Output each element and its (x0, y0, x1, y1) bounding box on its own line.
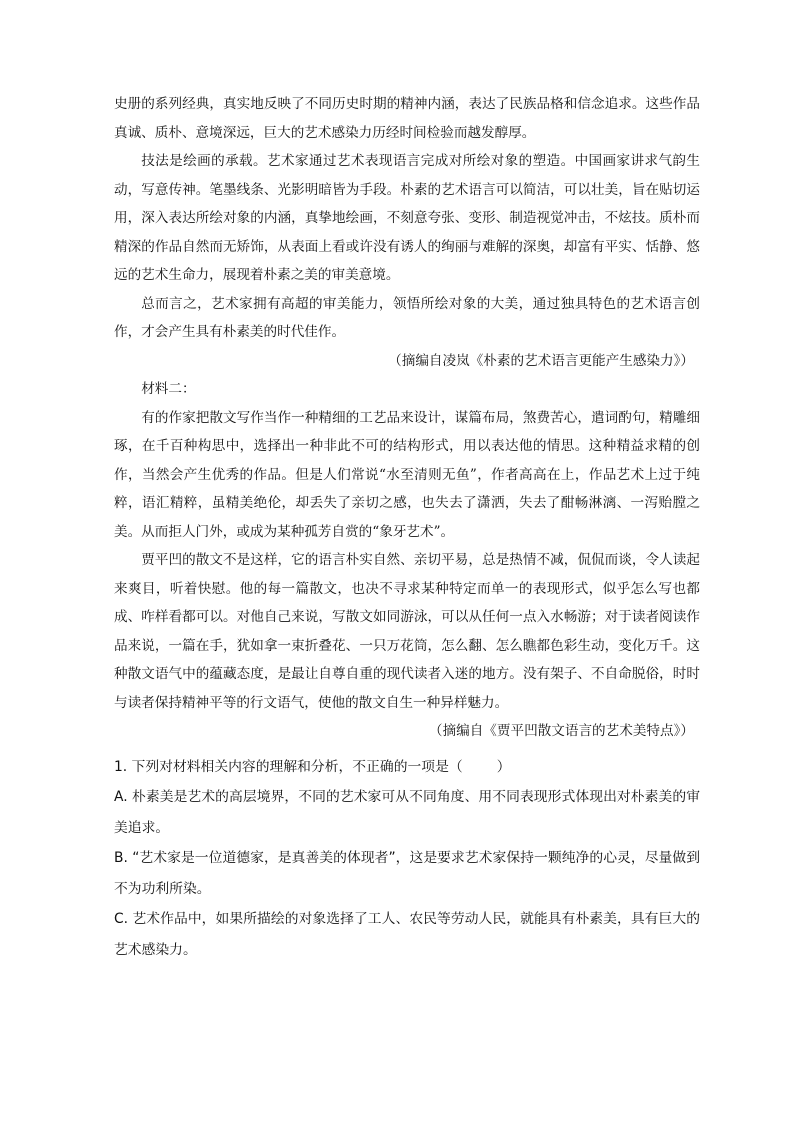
material-one-paragraph-1: 史册的系列经典，真实地反映了不同历史时期的精神内涵，表达了民族品格和信念追求。这些作品真诚、质朴、意境深远，巨大的艺术感染力历经时间检验而越发醇厚。 (114, 96, 700, 141)
material-one-source: （摘编自凌岚《朴素的艺术语言更能产生感染力》） (388, 352, 694, 369)
material-two-paragraph-1: 有的作家把散文写作当作一种精细的工艺品来设计，谋篇布局，煞费苦心，遣词酌句，精雕细琢，在千百种构思中，选择出一种非此不可的结构形式，用以表达他的情思。这种精益求精的创作，当然会产生优秀的作品。但是人们常说“水至清则无鱼”，作者高高在上，作品艺术上过于纯粹，语汇精粹，虽精美绝伦，却丢失了亲切之感，也失去了潇洒，失去了酣畅淋漓、一泻贻膛之美。从而拒人门外，或成为某种孤芳自赏的“象牙艺术”。 (114, 409, 700, 540)
question-stem-close: ） (496, 758, 511, 775)
question-block (114, 752, 700, 966)
material-one (114, 90, 700, 375)
question-stem (114, 752, 700, 783)
option-c: C. 艺术作品中，如果所描绘的对象选择了工人、农民等劳动人民，就能具有朴素美，具有巨大的艺术感染力。 (114, 911, 700, 958)
question-stem-text: 1. 下列对材料相关内容的理解和分析，不正确的一项是（ (114, 758, 463, 775)
material-two (114, 375, 700, 746)
option-b: B. “艺术家是一位道德家，是真善美的体现者”，这是要求艺术家保持一颗纯净的心灵，尽量做到不为功利所染。 (114, 850, 700, 897)
material-one-paragraph-2: 技法是绘画的承载。艺术家通过艺术表现语言完成对所绘对象的塑造。中国画家讲求气韵生动，写意传神。笔墨线条、光影明暗皆为手段。朴素的艺术语言可以简洁，可以壮美，旨在贴切运用，深入表达所绘对象的内涵，真挚地绘画，不刻意夸张、变形、制造视觉冲击，不炫技。质朴而精深的作品自然而无矫饰，从表面上看或许没有诱人的绚丽与难解的深奥，却富有平实、恬静、悠远的艺术生命力，展现着朴素之美的审美意境。 (114, 153, 700, 283)
material-one-paragraph-3: 总而言之，艺术家拥有高超的审美能力，领悟所绘对象的大美，通过独具特色的艺术语言创作，才会产生具有朴素美的时代佳作。 (114, 295, 700, 340)
material-two-paragraph-2: 贾平凹的散文不是这样，它的语言朴实自然、亲切平易，总是热情不减，侃侃而谈，令人读起来爽目，听着快慰。他的每一篇散文，也决不寻求某种特定而单一的表现形式，似乎怎么写也都成、咋样看都可以。对他自己来说，写散文如同游泳，可以从任何一点入水畅游；对于读者阅读作品来说，一篇在手，犹如拿一束折叠花、一只万花筒，怎么翻、怎么瞧都色彩生动，变化万千。这种散文语气中的蕴藏态度，是最让自尊自重的现代读者入迷的地方。没有架子、不自命脱俗，时时与读者保持精神平等的行文语气，使他的散文自生一种异样魅力。 (114, 552, 700, 711)
material-two-source: （摘编自《贾平凹散文语言的艺术美特点》） (428, 723, 694, 739)
option-a: A. 朴素美是艺术的高层境界，不同的艺术家可从不同角度、用不同表现形式体现出对朴素美的审美追求。 (114, 789, 700, 836)
material-two-label: 材料二： (141, 381, 196, 397)
document-page (114, 90, 700, 965)
